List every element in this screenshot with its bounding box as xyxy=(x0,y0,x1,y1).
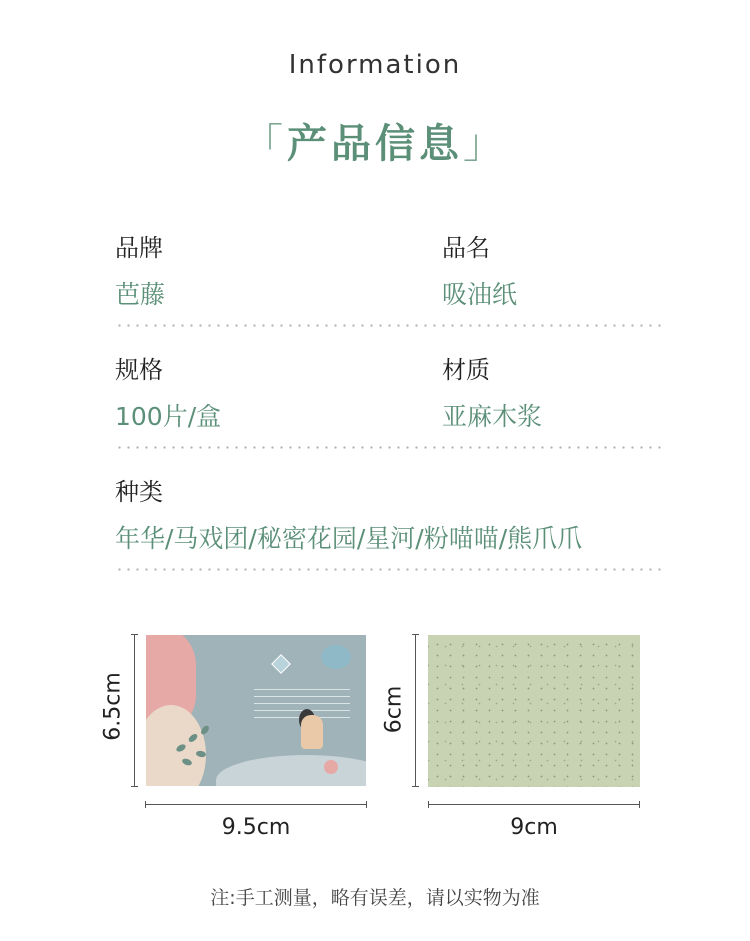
package-girl-figure xyxy=(301,715,323,749)
spec-value-material: 亚麻木浆 xyxy=(442,402,543,431)
measure-tick xyxy=(366,801,367,808)
package-kite-shape xyxy=(271,654,291,674)
header-english-title: Information xyxy=(288,50,462,80)
package-wave-shape xyxy=(216,755,366,786)
measure-tick xyxy=(412,634,419,635)
measure-tick xyxy=(131,786,138,787)
measure-tick xyxy=(131,634,138,635)
measure-tick xyxy=(145,801,146,808)
spec-label-brand: 品牌 xyxy=(115,234,163,262)
package-beige-shape xyxy=(146,705,206,786)
paper-width-label: 9cm xyxy=(510,815,558,840)
section-title: 产品信息 xyxy=(287,121,463,167)
package-image xyxy=(146,635,366,786)
blotting-paper-image xyxy=(428,635,640,787)
package-stamp xyxy=(324,760,338,774)
dotted-divider xyxy=(115,446,663,449)
measure-line-vertical xyxy=(415,634,416,786)
measure-tick xyxy=(412,786,419,787)
spec-label-material: 材质 xyxy=(442,356,490,384)
spec-label-variety: 种类 xyxy=(115,478,163,506)
spec-value-brand: 芭藤 xyxy=(115,280,166,309)
bracket-right: 」 xyxy=(463,121,507,167)
spec-value-product-name: 吸油纸 xyxy=(442,280,518,309)
dotted-divider xyxy=(115,324,663,327)
package-balloon-shape xyxy=(321,645,351,669)
measure-line-vertical xyxy=(134,634,135,786)
measurement-note: 注:手工测量，略有误差，请以实物为准 xyxy=(210,887,540,909)
spec-label-spec: 规格 xyxy=(115,356,163,384)
package-height-label: 6.5cm xyxy=(100,672,126,741)
spec-value-spec: 100片/盒 xyxy=(115,402,222,431)
measure-line-horizontal xyxy=(428,804,640,805)
package-width-label: 9.5cm xyxy=(221,815,291,840)
paper-height-label: 6cm xyxy=(381,685,407,734)
header-chinese-title xyxy=(0,112,750,169)
bracket-left: 「 xyxy=(243,121,287,167)
leaf-icon xyxy=(199,724,210,736)
spec-value-variety: 年华/马戏团/秘密花园/星河/粉喵喵/熊爪爪 xyxy=(115,524,583,553)
spec-label-product-name: 品名 xyxy=(442,234,490,262)
measure-tick xyxy=(639,801,640,808)
measure-tick xyxy=(428,801,429,808)
dotted-divider xyxy=(115,568,663,571)
measure-line-horizontal xyxy=(145,804,367,805)
